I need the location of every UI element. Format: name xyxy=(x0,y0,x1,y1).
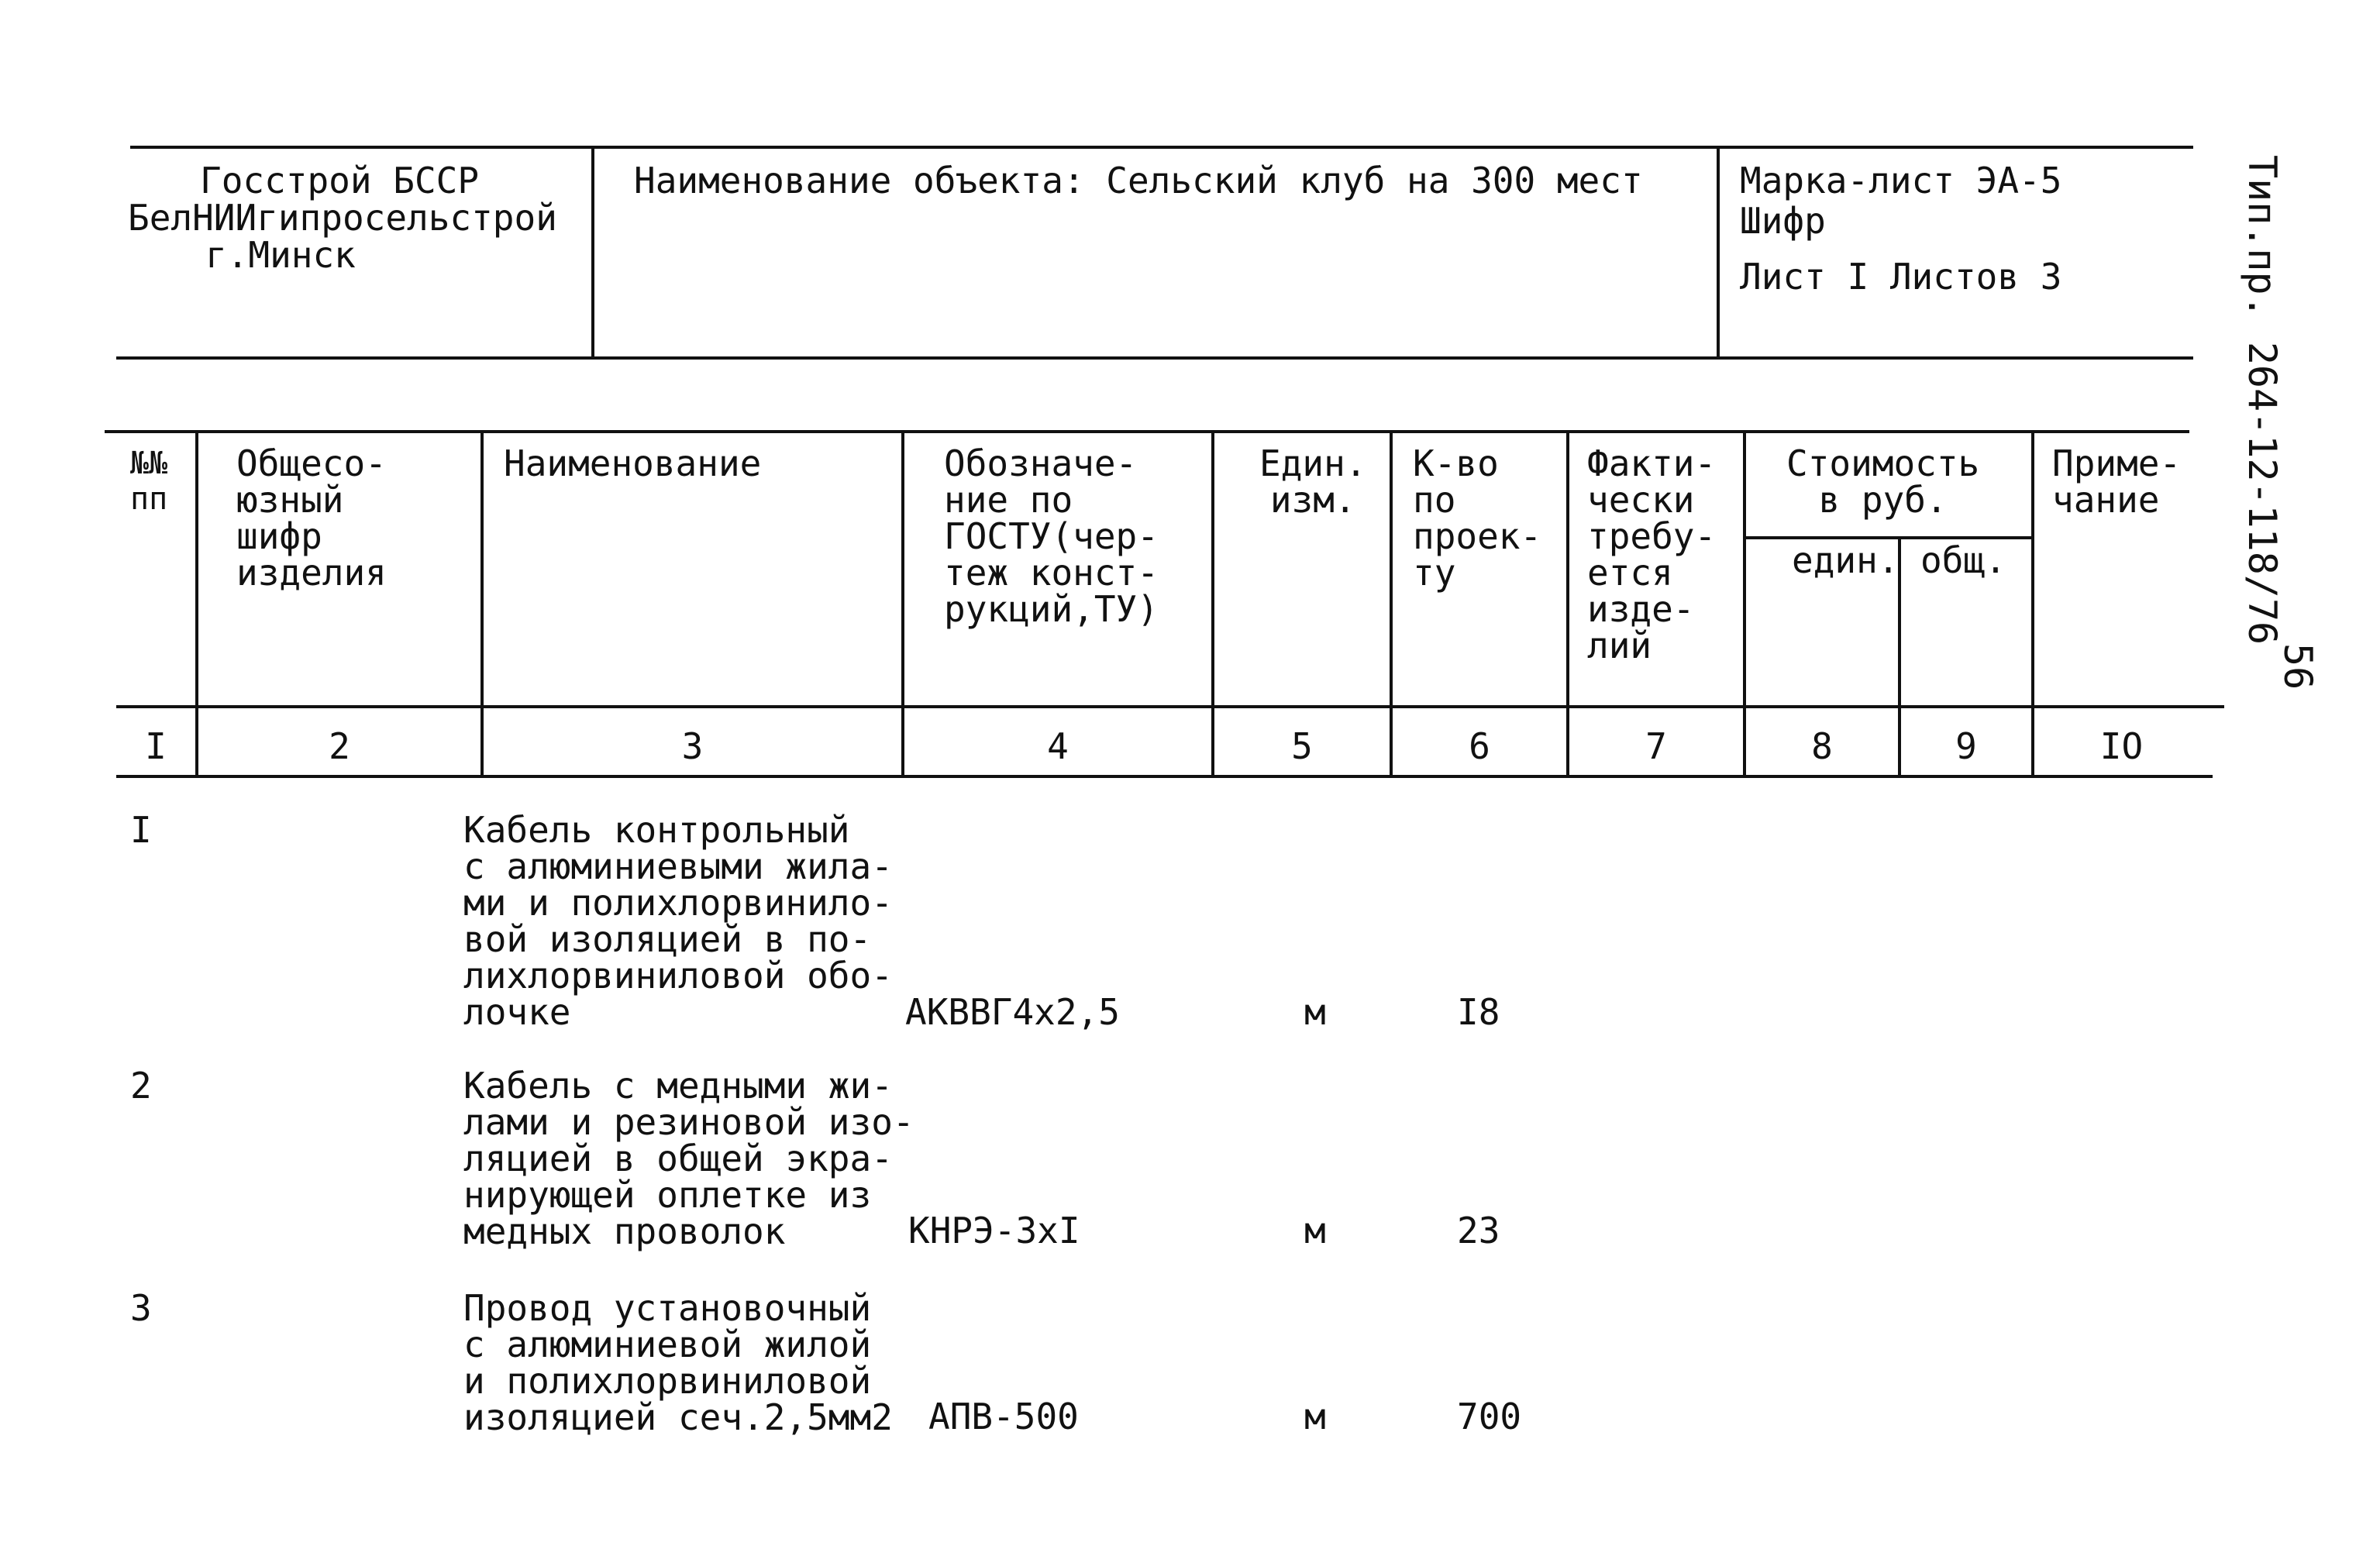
column-number-3: 3 xyxy=(681,725,704,767)
col-divider-9 xyxy=(2031,432,2034,776)
row-3-unit: м xyxy=(1304,1396,1326,1437)
row-2-designation: КНРЭ-3хI xyxy=(908,1210,1080,1251)
col-divider-7 xyxy=(1743,432,1746,776)
header-qty-project: К-во по проек- ту xyxy=(1413,442,1542,594)
column-number-10: IO xyxy=(2099,725,2144,767)
column-number-8: 8 xyxy=(1811,725,1833,767)
cipher-label: Шифр xyxy=(1740,200,1826,242)
header-note: Приме- чание xyxy=(2052,442,2182,521)
col-divider-3 xyxy=(901,432,904,776)
row-3-name: Провод установочный с алюминиевой жилой и полихлорвиниловой изоляцией сеч.2,5мм2 xyxy=(463,1287,893,1438)
col-divider-1 xyxy=(195,432,198,776)
mark-sheet: Марка-лист ЭА-5 xyxy=(1740,160,2062,201)
header-cost-unit: един. xyxy=(1792,539,1900,581)
col-divider-6 xyxy=(1566,432,1569,776)
object-name: Наименование объекта: Сельский клуб на 300 мест xyxy=(634,160,1643,201)
column-number-2: 2 xyxy=(329,725,350,767)
header-cost-total: общ. xyxy=(1920,539,2006,581)
column-number-5: 5 xyxy=(1291,725,1313,767)
header-qty-actual: Факти- чески требу- ется изде- лий xyxy=(1587,442,1717,666)
col-divider-4 xyxy=(1211,432,1214,776)
title-block-top-rule xyxy=(130,146,2193,149)
row-2-unit: м xyxy=(1304,1210,1326,1251)
column-number-9: 9 xyxy=(1955,725,1977,767)
row-3-qty: 700 xyxy=(1457,1396,1522,1437)
header-top-rule xyxy=(105,430,2189,433)
org-line-3: г.Минск xyxy=(205,234,356,276)
title-block-divider-2 xyxy=(1717,147,1720,356)
row-2-name: Кабель с медными жи- лами и резиновой изо- ляцией в общей экра- нирующей оплетке из медных проволок xyxy=(463,1065,914,1252)
row-1-name: Кабель контрольный с алюминиевыми жила- ми и полихлорвинило- вой изоляцией в по- лихлорвиниловой обо- лочке xyxy=(463,809,893,1033)
org-line-1: Госстрой БССР xyxy=(200,160,480,201)
row-3-designation: АПВ-500 xyxy=(928,1396,1079,1437)
header-designation: Обозначе- ние по ГОСТУ(чер- теж конст- рукций,ТУ) xyxy=(944,442,1159,630)
column-number-6: 6 xyxy=(1469,725,1490,767)
header-cipher: Общесо- юзный шифр изделия xyxy=(236,442,387,594)
col-divider-2 xyxy=(480,432,484,776)
title-block-bottom-rule xyxy=(116,356,2193,360)
row-3-num: 3 xyxy=(130,1287,152,1329)
header-name: Наименование xyxy=(504,442,762,484)
column-number-1: I xyxy=(145,725,167,767)
column-number-7: 7 xyxy=(1645,725,1667,767)
title-block-divider-1 xyxy=(591,147,594,356)
header-unit: Един. изм. xyxy=(1259,442,1367,521)
project-code: Тип.пр. 264-12-118/76 xyxy=(2240,155,2285,645)
header-cost: Стоимость в руб. xyxy=(1786,442,1980,521)
col-divider-5 xyxy=(1390,432,1393,776)
row-1-num: I xyxy=(130,809,152,851)
row-1-designation: АКВВГ4х2,5 xyxy=(905,991,1120,1033)
row-1-qty: I8 xyxy=(1457,991,1500,1033)
sheet-info: Лист I Листов 3 xyxy=(1740,256,2062,298)
row-2-qty: 23 xyxy=(1457,1210,1500,1251)
header-num: №№ пп xyxy=(130,446,168,517)
page-number: 56 xyxy=(2275,643,2320,690)
column-number-4: 4 xyxy=(1047,725,1069,767)
row-2-num: 2 xyxy=(130,1065,152,1107)
header-bottom-rule xyxy=(116,705,2224,708)
row-1-unit: м xyxy=(1304,991,1326,1033)
org-line-2: БелНИИгипросельстрой xyxy=(128,197,557,239)
